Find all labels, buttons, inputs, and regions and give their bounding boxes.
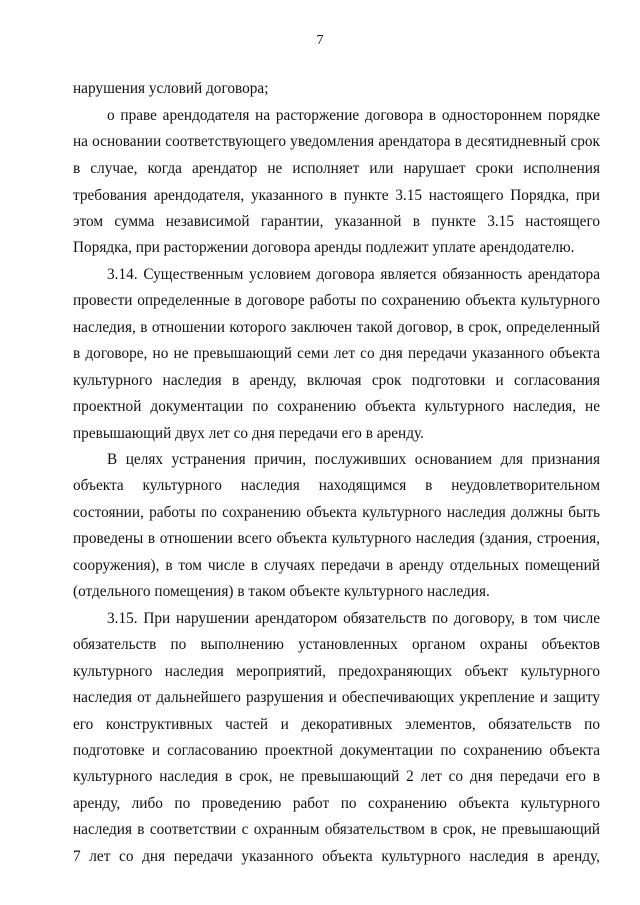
text-line: наследия, в отношении которого заключен такой договор, в срок, определенный (73, 319, 600, 336)
page-number: 7 (316, 33, 324, 48)
text-line: объекта культурного наследия находящимся в неудовлетворительном (73, 477, 600, 494)
text-line: аренду, либо по проведению работ по сохранению объекта культурного (73, 795, 600, 812)
text-line: требования арендодателя, указанного в пункте 3.15 настоящего Порядка, при (73, 187, 600, 204)
text-line: подготовке и согласованию проектной документации по сохранению объекта (73, 742, 600, 759)
text-line: нарушения условий договора; (73, 80, 269, 97)
text-line: 3.14. Существенным условием договора является обязанность арендатора (107, 266, 600, 283)
text-line: его конструктивных частей и декоративных элементов, обязательств по (73, 716, 600, 733)
text-line: 7 лет со дня передачи указанного объекта культурного наследия в аренду, (73, 848, 600, 865)
text-line: провести определенные в договоре работы по сохранению объекта культурного (73, 292, 600, 309)
text-line: превышающий двух лет со дня передачи его в аренду. (73, 425, 424, 442)
text-line: (отдельного помещения) в таком объекте культурного наследия. (73, 583, 490, 600)
text-line: состоянии, работы по сохранению объекта культурного наследия должны быть (73, 504, 600, 521)
text-line: наследия в соответствии с охранным обязательством в срок, не превышающий (73, 821, 600, 838)
text-line: обязательств по выполнению установленных органом охраны объектов (73, 636, 600, 653)
text-line: на основании соответствующего уведомления арендатора в десятидневный срок (73, 133, 600, 150)
text-line: в договоре, но не превышающий семи лет со дня передачи указанного объекта (73, 345, 600, 362)
text-line: проектной документации по сохранению объекта культурного наследия, не (73, 398, 600, 415)
text-line: наследия от дальнейшего разрушения и обеспечивающих укрепление и защиту (73, 689, 600, 706)
text-line: Порядка, при расторжении договора аренды подлежит уплате арендодателю. (73, 239, 575, 256)
text-line: культурного наследия в аренду, включая срок подготовки и согласования (73, 372, 600, 389)
text-line: проведены в отношении всего объекта культурного наследия (здания, строения, (73, 530, 600, 547)
text-line: культурного наследия мероприятий, предохраняющих объект культурного (73, 663, 600, 680)
text-line: этом сумма независимой гарантии, указанной в пункте 3.15 настоящего (73, 213, 600, 230)
text-line: о праве арендодателя на расторжение договора в одностороннем порядке (107, 107, 600, 124)
text-line: В целях устранения причин, послуживших основанием для признания (107, 451, 600, 468)
text-line: в случае, когда арендатор не исполняет или нарушает сроки исполнения (73, 160, 600, 177)
text-line: 3.15. При нарушении арендатором обязательств по договору, в том числе (107, 610, 600, 627)
text-line: сооружения), в том числе в случаях передачи в аренду отдельных помещений (73, 557, 600, 574)
text-line: культурного наследия в срок, не превышающий 2 лет со дня передачи его в (73, 768, 600, 785)
